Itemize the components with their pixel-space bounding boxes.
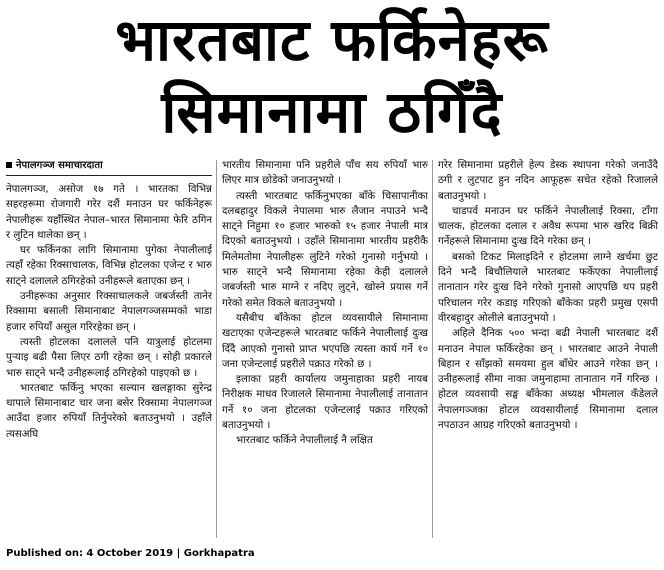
article-column-3 — [438, 158, 658, 542]
paragraph: त्यस्ती भारतबाट फर्किनुभएका बाँके चिसापानीका दलबहादुर विकले नेपालमा भारु लैजान नपाउने भन्दै साट्ने निहुमा १० हजार भारुको १५ हजार नेपाली मात्र दिएको बताउनुभयो । उहाँले सिमानामा भारतीय प्रहरीकै मिलेमतोमा नेपालीहरू लुटिने गरेको गुनासो गर्नुभयो । भारु साट्ने भन्दै सिमानामा रहेका केही दलालले जबर्जस्ती भारु माग्ने र नदिए लुट्ने, खोस्ने प्रयास गर्ने गरेको समेत विकले बताउनुभयो । — [222, 190, 428, 309]
paragraph: भारतीय सिमानामा पनि प्रहरीले पाँच सय रुपियाँ भारु लिएर मात्र छोडेको जनाउनुभयो । — [222, 160, 428, 187]
paragraph: अहिले दैनिक ५०० भन्दा बढी नेपाली भारतबाट दशैं मनाउन नेपाल फर्किरहेका छन् । भारतबाट आउने नेपाली बिहान र साँझको समयमा हुल बाँधेर आउने गरेका छन् । उनीहरूलाई सीमा नाका जमुनाहामा तानातान गर्ने गरिन्छ । होटल व्यवसायी सङ्घ बाँकेका अध्यक्ष भीमलाल कँडेलले नेपालगञ्जका होटल व्यवसायीलाई सिमानामा दलाल नपठाउन आग्रह गरिएको बताउनुभयो । — [438, 328, 658, 432]
article-column-1 — [6, 158, 212, 542]
column-divider — [216, 160, 217, 538]
article-column-2 — [222, 158, 428, 542]
paragraph: गरेर सिमानामा प्रहरीले हेल्प डेस्क स्थापना गरेको जनाउँदै ठगी र लुटपाट हुन नदिन आफूहरू सचेत रहेको रिजालले बताउनुभयो । — [438, 160, 658, 202]
byline — [6, 158, 212, 176]
headline-line-1: भारतबाट फर्किनेहरू — [115, 6, 549, 74]
paragraph: यसैबीच बाँकेका होटल व्यवसायीले सिमानामा खटाएका एजेन्टहरूले भारतबाट फर्किने नेपालीलाई दुःख दिँदै आएको गुनासो प्राप्त भएपछि त्यस्ता कार्य गर्ने १० जना एजेन्टलाई प्रहरीले पक्राउ गरेको छ । — [222, 312, 428, 370]
paragraph: नेपालगञ्ज, असोज १७ गते । भारतका विभिन्न सहरहरूमा रोजगारी गरेर दशैं मनाउन घर फर्किनेहरू नेपालीहरू यहाँस्थित नेपाल–भारत सिमानामा फेरि ठगिन र लुटिन थालेका छन् । — [6, 184, 212, 241]
paragraph: भारतबाट फर्किनु भएका सल्यान खलङ्गाका सुरेन्द्र थापाले सिमानाबाट चार जना बसेर रिक्सामा नेपालगञ्ज आउँदा हजार रुपियाँ तिर्नुपरेको बताउनुभयो । उहाँले त्यसअघि — [6, 382, 212, 440]
paragraph: उनीहरूका अनुसार रिक्साचालकले जबर्जस्ती तानेर रिक्सामा बसाली सिमानाबाट नेपालगञ्जसम्मको भाडा हजार रुपियाँ असुल गरिरहेका छन् । — [6, 291, 212, 333]
paragraph: बसको टिकट मिलाइदिने र होटलमा लाग्ने खर्चमा छुट दिने भन्दै बिचौलियाले भारतबाट फर्केएका नेपालीलाई तानातान गरेर दुःख दिने गरेको गुनासो आएपछि थप प्रहरी परिचालन गरेर कडाइ गरिएको बाँकेका प्रहरी प्रमुख एसपी वीरबहादुर ओलीले बताउनुभयो । — [438, 251, 658, 324]
paragraph: चाडपर्व मनाउन घर फर्किने नेपालीलाई रिक्सा, टाँगा चालक, होटलका दलाल र अवैध रूपमा भारु खरिद बिक्री गर्नेहरूले सिमानामा दुःख दिने गरेका छन् । — [438, 205, 658, 248]
paragraph: इलाका प्रहरी कार्यालय जमुनाहाका प्रहरी नायब निरीक्षक माधव रिजालले सिमानामा नेपालीलाई तानातान गर्ने १० जना होटलका एजेन्टलाई पक्राउ गरिएको बताउनुभयो । — [222, 374, 428, 432]
square-bullet-icon — [6, 162, 12, 168]
byline-text: नेपालगञ्ज समाचारदाता — [16, 160, 103, 171]
headline-line-2: सिमानामा ठगिँदै — [161, 78, 503, 146]
column-divider — [432, 160, 433, 538]
paragraph: त्यस्ती होटलका दलालले पनि यात्रुलाई होटलमा पुऱ्याइ बढी पैसा लिएर ठगी रहेका छन् । सोही प्रकारले भारु साट्ने भन्दै उनीहरूलाई ठगिरहेको पाइएको छ । — [6, 336, 212, 379]
publication-footer: Published on: 4 October 2019 | Gorkhapatra — [6, 548, 255, 559]
paragraph: घर फर्किनका लागि सिमानामा पुगेका नेपालीलाई त्यहाँ रहेका रिक्साचालक, विभिन्न होटलका एजेन्ट र भारु साट्ने दलालले ठगिरहेको उनीहरूले बताएका छन् । — [6, 245, 212, 287]
paragraph: भारतबाट फर्किने नेपालीलाई नै लक्षित — [236, 435, 373, 447]
